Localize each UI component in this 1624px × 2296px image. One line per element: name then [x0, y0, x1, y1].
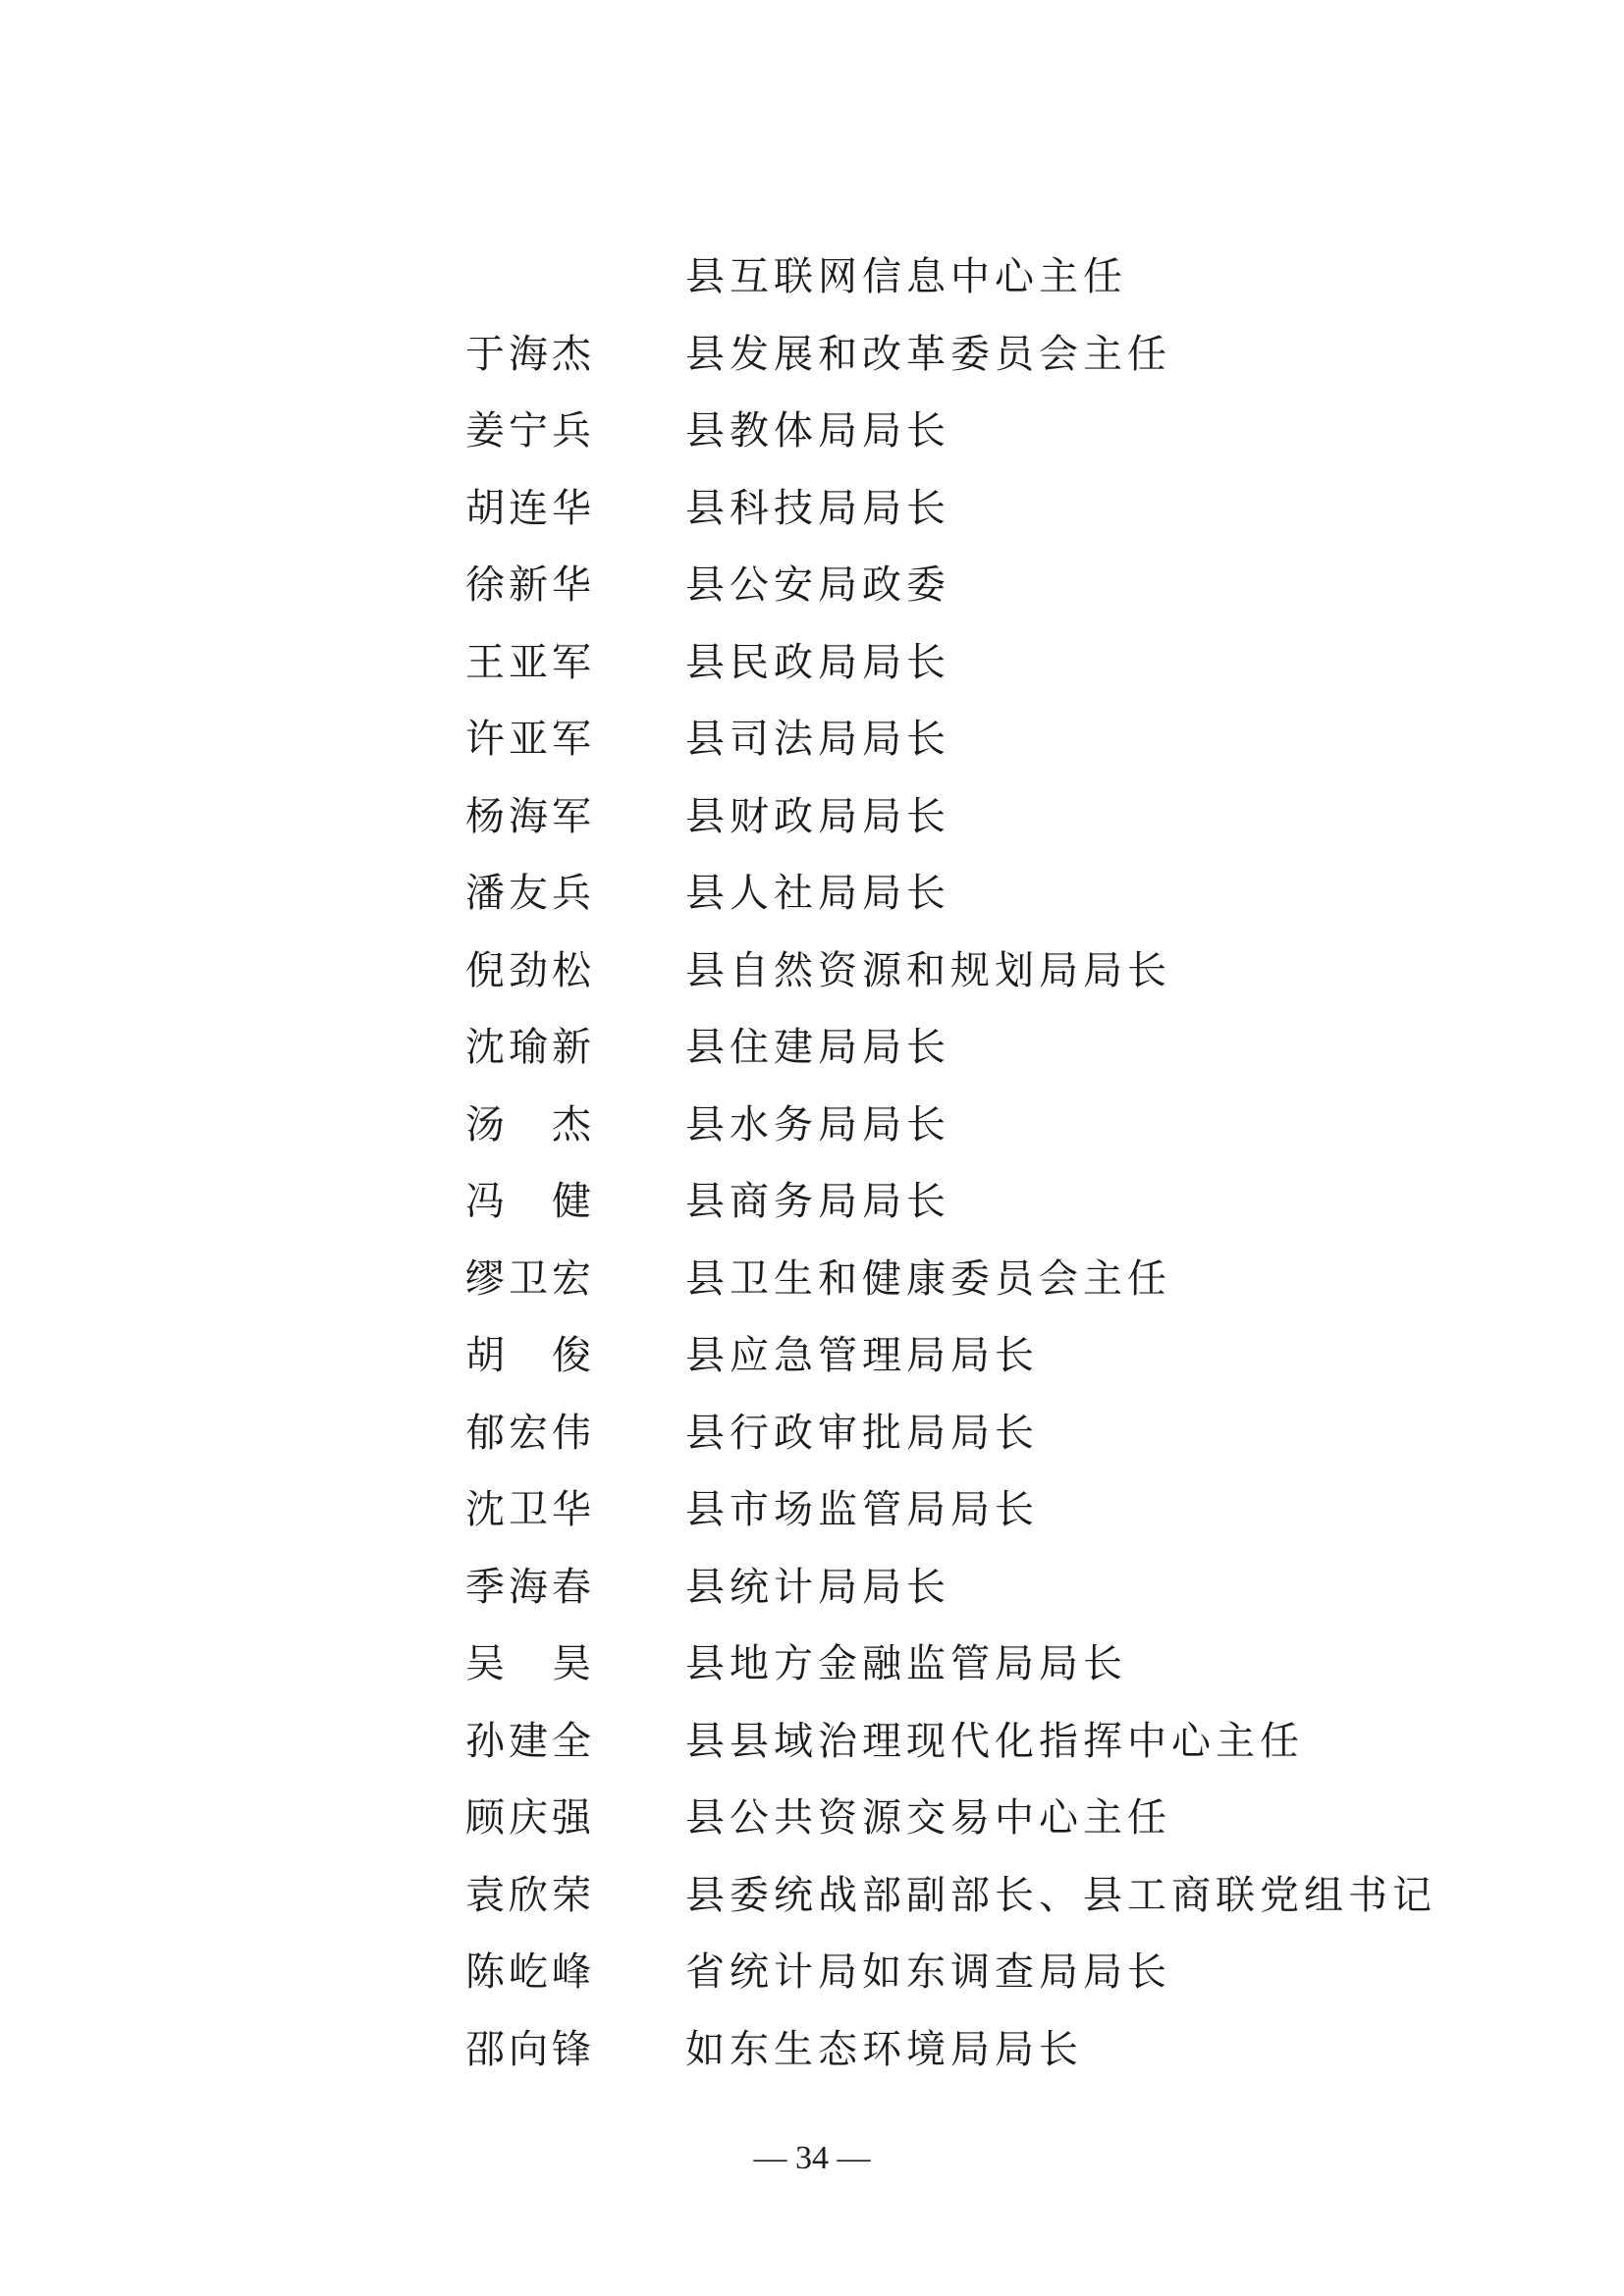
member-name: 缪卫宏: [465, 1255, 595, 1302]
list-item: [465, 1857, 1545, 1935]
member-title: 县财政局局长: [685, 793, 950, 839]
member-name: 许亚军: [465, 717, 595, 762]
list-item: [465, 933, 1545, 1010]
list-item: [465, 1241, 1545, 1318]
member-title: 县应急管理局局长: [685, 1333, 1039, 1378]
member-title: 省统计局如东调查局局长: [685, 1949, 1171, 1995]
member-name: 郁宏伟: [465, 1410, 595, 1456]
list-item: [465, 470, 1545, 548]
list-item: [465, 2011, 1545, 2089]
member-name: 袁欣荣: [465, 1872, 595, 1918]
member-name: 沈瑜新: [465, 1025, 595, 1070]
member-title: 县水务局局长: [685, 1101, 950, 1148]
member-name: 王亚军: [465, 639, 595, 685]
member-name: 杨海军: [465, 793, 595, 839]
member-title: 县委统战部副部长、县工商联党组书记: [685, 1872, 1436, 1918]
list-item: [465, 855, 1545, 933]
member-title: 县住建局局长: [685, 1025, 950, 1070]
list-item: [465, 1626, 1545, 1703]
member-title: 县发展和改革委员会主任: [685, 331, 1171, 377]
member-list: [465, 239, 1545, 2088]
list-item: [465, 1703, 1545, 1781]
member-title: 县民政局局长: [685, 639, 950, 685]
member-title: 县司法局局长: [685, 717, 950, 762]
list-item: [465, 778, 1545, 856]
member-name: 姜宁兵: [465, 408, 595, 454]
list-item: [465, 316, 1545, 394]
list-item: [465, 701, 1545, 778]
member-title: 县科技局局长: [685, 485, 950, 531]
member-title: 如东生态环境局局长: [685, 2026, 1083, 2072]
page-number: — 34 —: [753, 2140, 871, 2176]
member-name: 冯 健: [465, 1179, 591, 1224]
list-item: [465, 1934, 1545, 2011]
list-item: [465, 547, 1545, 624]
member-title: 县卫生和健康委员会主任: [685, 1255, 1171, 1302]
member-name: 吴 昊: [465, 1641, 591, 1686]
member-name: 孙建全: [465, 1718, 595, 1764]
member-name: 胡连华: [465, 485, 595, 531]
member-name: 邵向锋: [465, 2026, 595, 2072]
list-item: [465, 624, 1545, 702]
member-name: 于海杰: [465, 331, 595, 377]
member-name: 季海春: [465, 1564, 595, 1610]
member-title: 县公安局政委: [685, 562, 950, 608]
member-name: 汤 杰: [465, 1101, 591, 1148]
list-item: [465, 1780, 1545, 1857]
member-title: 县县域治理现代化指挥中心主任: [685, 1718, 1304, 1764]
list-item: [465, 239, 1545, 316]
list-item: [465, 1317, 1545, 1395]
member-title: 县教体局局长: [685, 408, 950, 454]
member-title: 县商务局局长: [685, 1179, 950, 1224]
member-name: 倪劲松: [465, 947, 595, 993]
member-name: 沈卫华: [465, 1487, 595, 1532]
list-item: [465, 1471, 1545, 1549]
member-name: 徐新华: [465, 562, 595, 608]
list-item: [465, 1549, 1545, 1627]
member-title: 县地方金融监管局局长: [685, 1641, 1127, 1686]
member-title: 县行政审批局局长: [685, 1410, 1039, 1456]
member-title: 县自然资源和规划局局长: [685, 947, 1171, 993]
list-item: [465, 393, 1545, 470]
member-title: 县互联网信息中心主任: [685, 254, 1127, 299]
list-item: [465, 1163, 1545, 1241]
list-item: [465, 1087, 1545, 1164]
member-name: 顾庆强: [465, 1795, 595, 1841]
member-name: 胡 俊: [465, 1333, 591, 1378]
list-item: [465, 1395, 1545, 1472]
member-title: 县人社局局长: [685, 871, 950, 916]
member-title: 县市场监管局局长: [685, 1487, 1039, 1532]
member-title: 县统计局局长: [685, 1564, 950, 1610]
list-item: [465, 1009, 1545, 1087]
member-title: 县公共资源交易中心主任: [685, 1795, 1171, 1841]
member-name: 潘友兵: [465, 871, 595, 916]
member-name: 陈屹峰: [465, 1949, 595, 1995]
